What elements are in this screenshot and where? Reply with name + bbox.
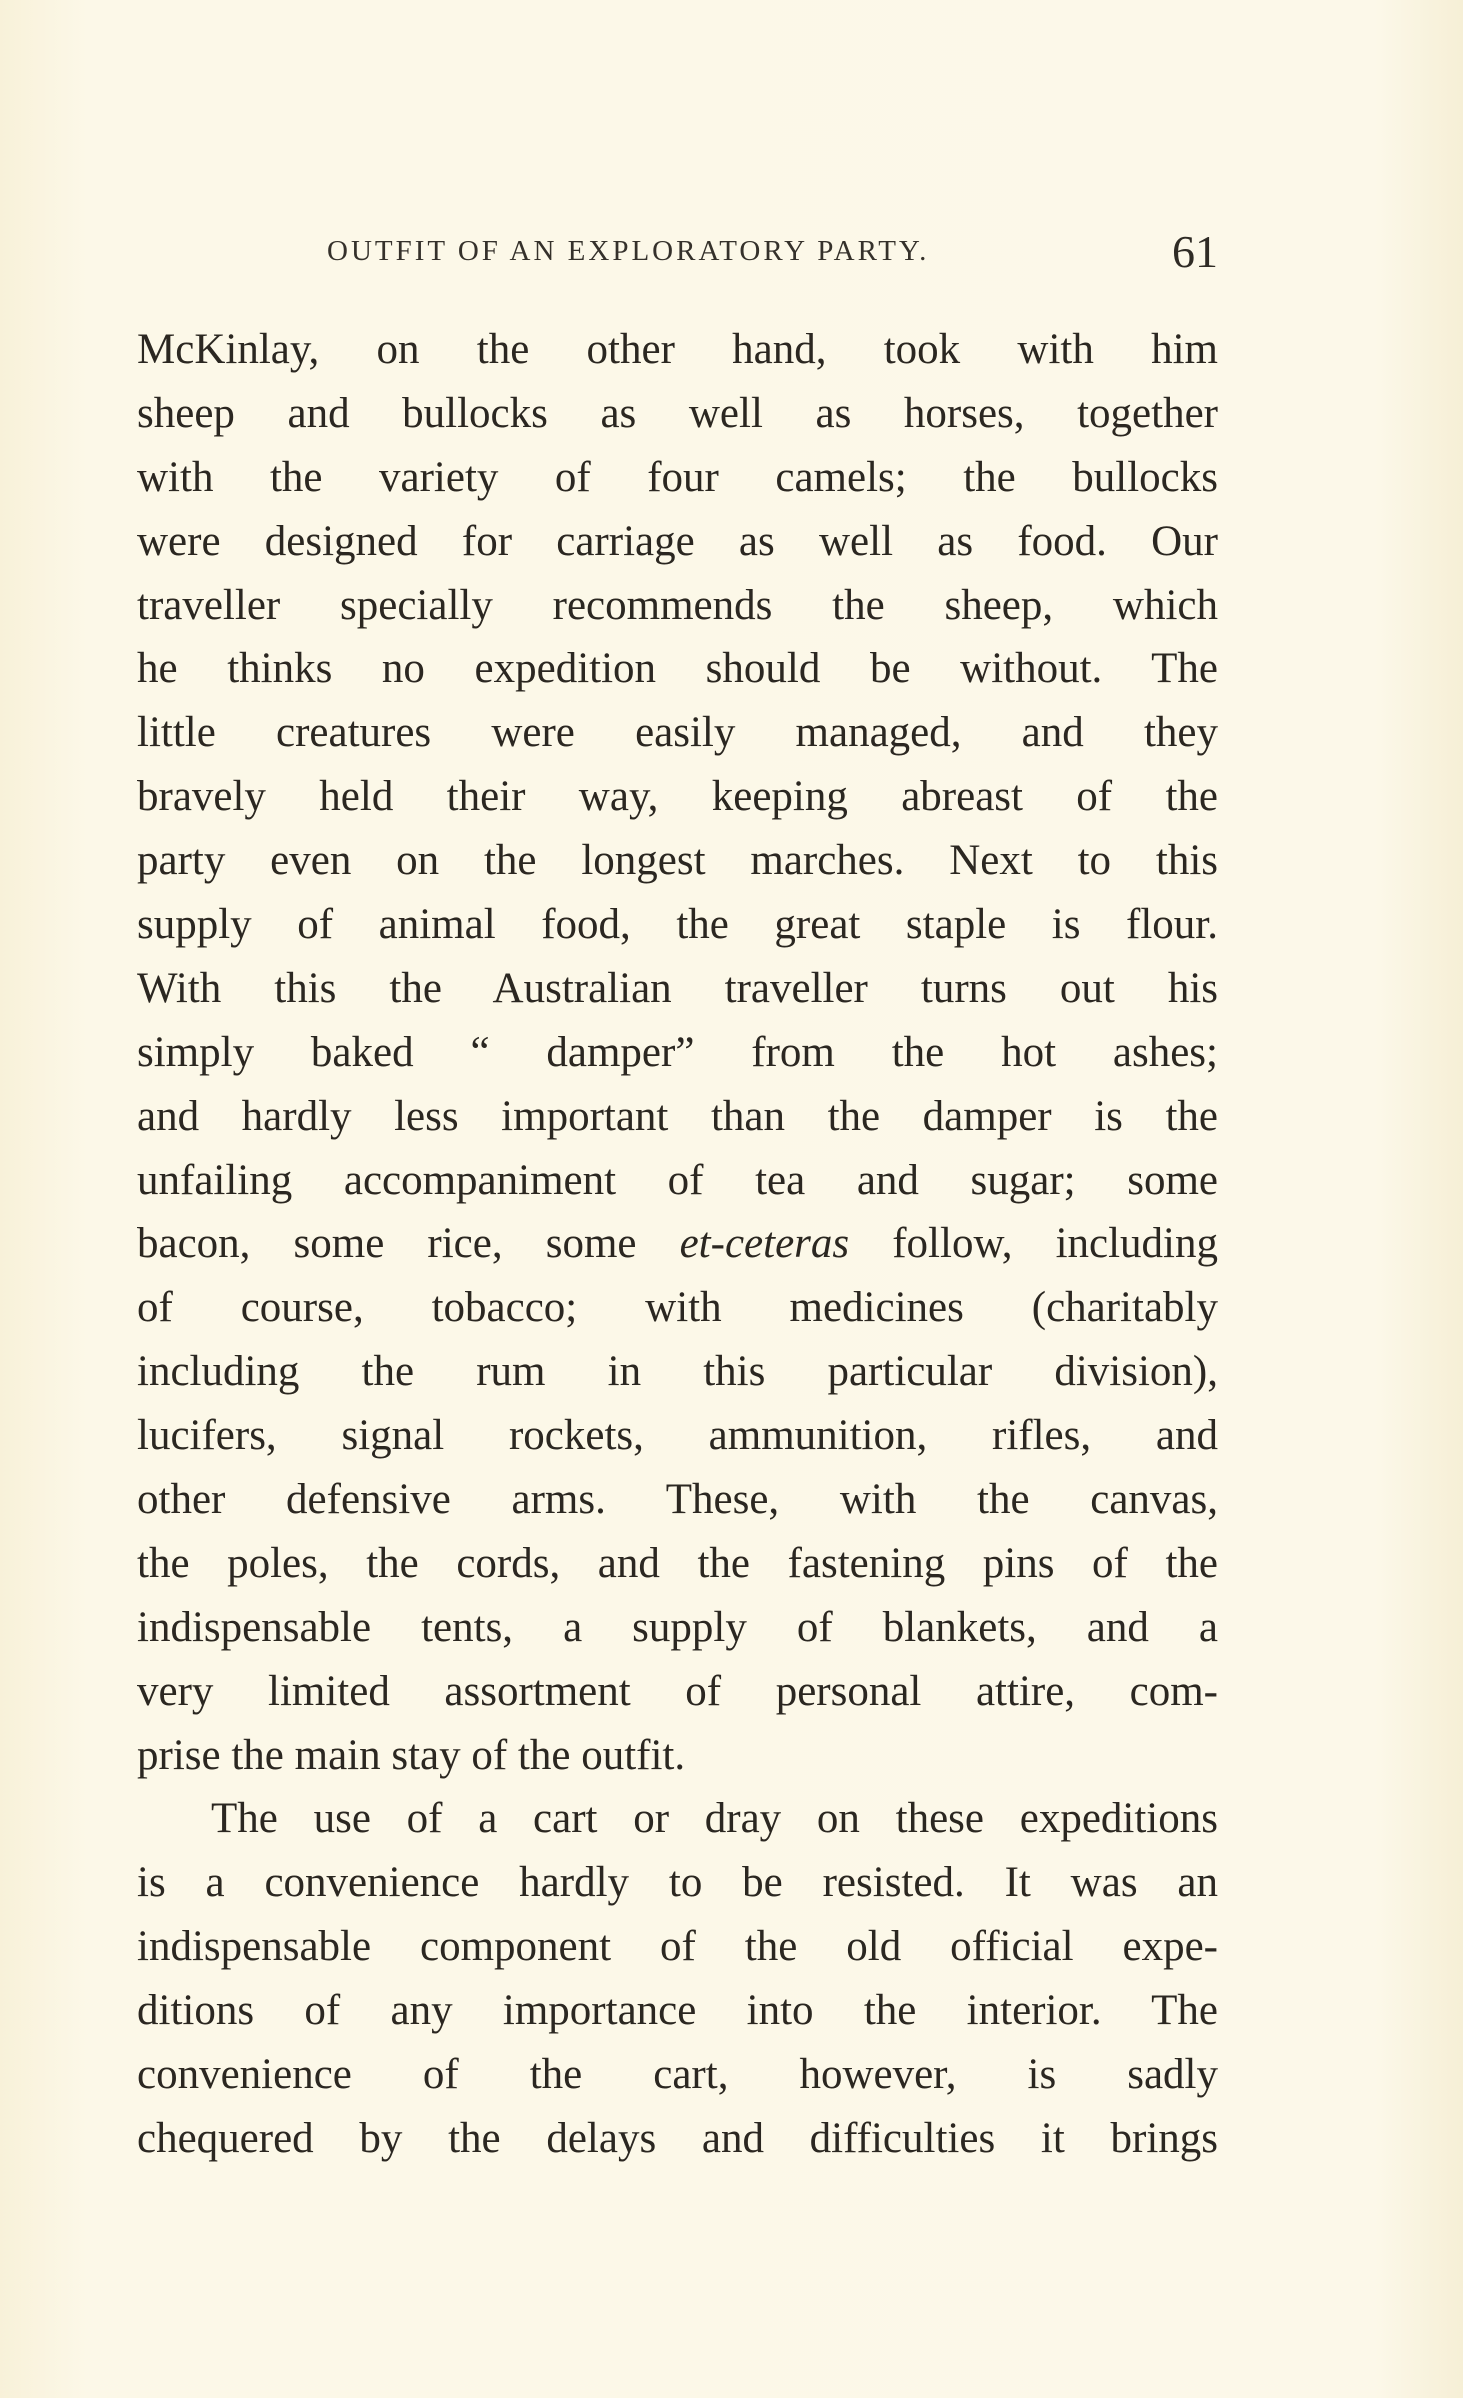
text-line: indispensable component of the old official expe- xyxy=(137,1923,1218,1971)
text-line: unfailing accompaniment of tea and sugar; some xyxy=(137,1156,1218,1204)
paragraph-1 xyxy=(137,318,1218,1787)
text-line: were designed for carriage as well as food. Our xyxy=(137,517,1218,565)
text-line: traveller specially recommends the sheep, which xyxy=(137,581,1218,629)
text-line: is a convenience hardly to be resisted. It was an xyxy=(137,1859,1218,1907)
text-line: ditions of any importance into the interior. The xyxy=(137,1987,1218,2035)
text-line: party even on the longest marches. Next to this xyxy=(137,837,1218,885)
text-line: lucifers, signal rockets, ammunition, rifles, and xyxy=(137,1412,1218,1460)
text-segment: bacon, some rice, some xyxy=(137,1220,680,1268)
text-line: the poles, the cords, and the fastening pins of the xyxy=(137,1539,1218,1587)
body-text xyxy=(137,318,1218,2171)
text-line: including the rum in this particular division), xyxy=(137,1348,1218,1396)
text-line: and hardly less important than the damper is the xyxy=(137,1092,1218,1140)
text-line: prise the main stay of the outfit. xyxy=(137,1731,686,1779)
text-line: convenience of the cart, however, is sadly xyxy=(137,2051,1218,2099)
text-line: sheep and bullocks as well as horses, together xyxy=(137,389,1218,437)
text-line: supply of animal food, the great staple is flour. xyxy=(137,901,1218,949)
text-line: he thinks no expedition should be without. The xyxy=(137,645,1218,693)
text-line: other defensive arms. These, with the canvas, xyxy=(137,1476,1218,1524)
text-line-with-italic xyxy=(137,1212,1218,1276)
text-line: with the variety of four camels; the bullocks xyxy=(137,453,1218,501)
text-line: indispensable tents, a supply of blankets, and a xyxy=(137,1603,1218,1651)
text-line: bravely held their way, keeping abreast of the xyxy=(137,773,1218,821)
italic-term: et-ceteras xyxy=(679,1220,850,1268)
text-line: little creatures were easily managed, and they xyxy=(137,709,1218,757)
text-line: With this the Australian traveller turns out his xyxy=(137,964,1218,1012)
text-line: very limited assortment of personal attire, com- xyxy=(137,1667,1218,1715)
running-head xyxy=(137,225,1218,285)
text-line: simply baked “ damper” from the hot ashes; xyxy=(137,1028,1218,1076)
page-number: 61 xyxy=(1172,226,1218,277)
chapter-running-title: OUTFIT OF AN EXPLORATORY PARTY. xyxy=(327,235,930,267)
paragraph-2 xyxy=(137,1787,1218,2170)
text-segment: follow, including xyxy=(849,1220,1218,1268)
text-line: chequered by the delays and difficulties it brings xyxy=(137,2114,1218,2162)
text-line: of course, tobacco; with medicines (charitably xyxy=(137,1284,1218,1332)
text-line: The use of a cart or dray on these expeditions xyxy=(211,1795,1218,1843)
text-line: McKinlay, on the other hand, took with him xyxy=(137,326,1218,373)
